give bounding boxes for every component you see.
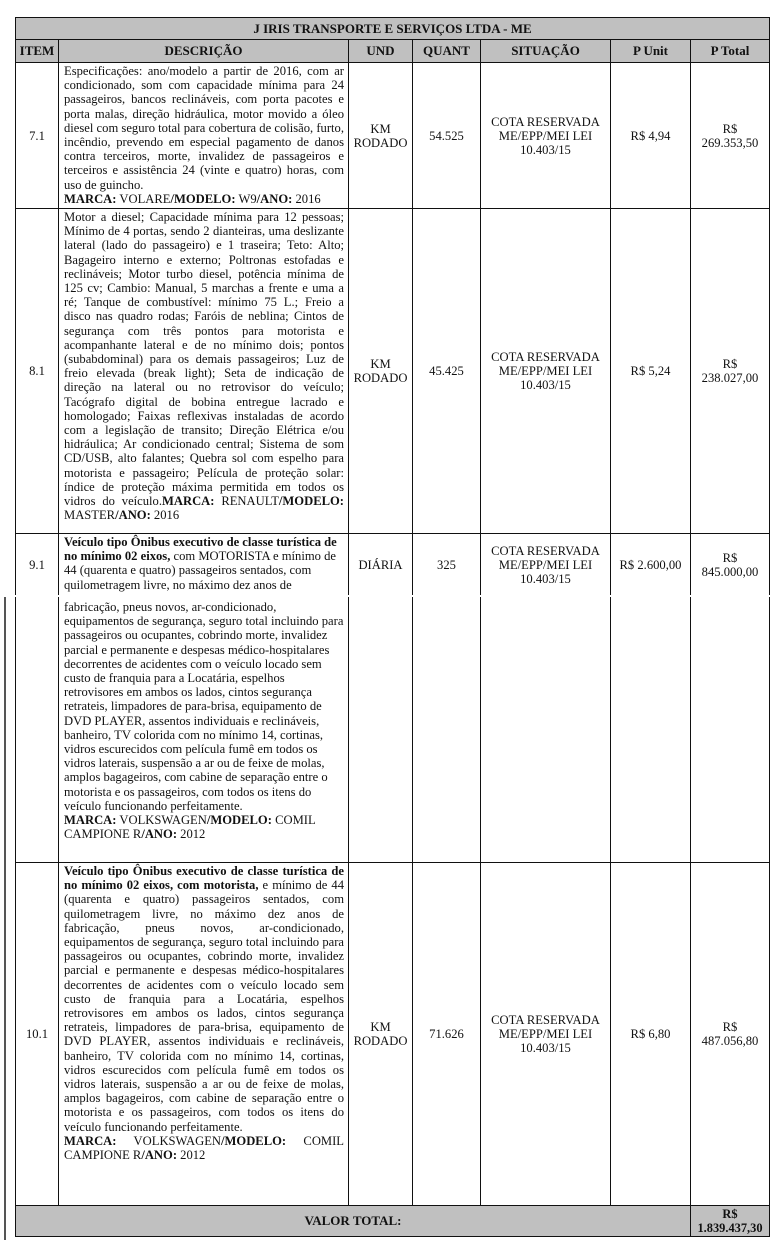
item-number: 9.1 — [15, 534, 58, 595]
table-row-8-1 — [15, 208, 770, 533]
ano-label: /ANO: — [141, 827, 178, 842]
item-number-empty — [15, 597, 58, 862]
situation-line: ME/EPP/MEI LEI — [498, 1027, 593, 1041]
item-quantity: 54.525 — [412, 63, 480, 208]
situation-line: 10.403/15 — [520, 378, 571, 392]
marca-value: VOLARE — [116, 191, 171, 206]
description-bold: Veículo tipo Ônibus executivo de classe turística de no mínimo 02 eixos, com motorista, — [64, 864, 344, 893]
marca-label: MARCA: — [64, 813, 117, 828]
item-description — [58, 534, 348, 595]
item-situation — [480, 534, 610, 595]
header-row — [15, 40, 770, 62]
description-bold: Veículo tipo Ônibus executivo de classe turística de no mínimo 02 eixos, — [64, 535, 337, 564]
situation-line: ME/EPP/MEI LEI — [498, 364, 593, 378]
modelo-value: COMIL CAMPIONE R — [64, 1133, 344, 1163]
item-unit — [348, 863, 412, 1205]
situation-line: COTA RESERVADA — [491, 543, 600, 558]
situation-line: COTA RESERVADA — [491, 350, 600, 364]
situation-line: COTA RESERVADA — [491, 114, 600, 129]
total-amount: 1.839.437,30 — [697, 1221, 763, 1235]
marca-label: MARCA: — [162, 494, 215, 509]
header-item: ITEM — [15, 40, 58, 62]
description-text: Especificações: ano/modelo a partir de 2016, com ar condicionado, som com capacidade mínima para 24 passageiros, bancos reclináveis, com porta pacotes e porta malas, direção hidráulica, motor movido a óleo diesel com seguro total para cobertura de colisão, furto, incêndio, prevendo em especial pagamento de danos contra terceiros, morte, invalidez de passageiros e terceiros e assistência 24 (vinte e quatro) horas, com uso de guincho. — [64, 64, 344, 192]
empty-cell — [610, 597, 690, 862]
ano-value: 2016 — [292, 191, 321, 206]
modelo-value: COMIL CAMPIONE R — [64, 813, 316, 842]
table-row-9-1 — [15, 533, 770, 595]
item-unit-price: R$ 6,80 — [610, 863, 690, 1205]
total-amount: 269.353,50 — [701, 135, 759, 150]
unit-line: KM — [370, 357, 391, 371]
ano-value: 2016 — [150, 508, 180, 523]
total-currency: R$ — [722, 357, 738, 371]
unit-line: RODADO — [353, 135, 408, 150]
unit-line: RODADO — [353, 371, 408, 385]
unit-line: KM — [370, 121, 391, 136]
table-row-9-1-continued — [15, 597, 770, 862]
marca-value: RENAULT — [214, 494, 279, 509]
table-row-10-1 — [15, 862, 770, 1205]
description-text: com MOTORISTA e mínimo de 44 (quarenta e quatro) passageiros sentados, com quilometragem livre, no máximo dez anos de — [64, 549, 336, 592]
item-description — [58, 63, 348, 208]
modelo-label: /MODELO: — [206, 813, 272, 828]
item-description — [58, 209, 348, 533]
item-total-price — [690, 534, 770, 595]
item-total-price — [690, 63, 770, 208]
unit-line: RODADO — [353, 1034, 408, 1048]
total-currency: R$ — [722, 121, 738, 136]
description-text: fabricação, pneus novos, ar-condicionado, equipamentos de segurança, seguro total incluindo para passageiros ou ocupantes, cobrindo morte, invalidez parcial e permanente e despesas médico-hospitalares decorrentes de acidentes com o veículo locado sem custo de franquia para a Locatária, espelhos retrovisores em ambos os lados, cintos segurança retrateis, limpadores de para-brisa, equipamento de DVD PLAYER, assentos individuais e reclináveis, banheiro, TV colorida com no mínimo 14, cortinas, vidros escurecidos com película fumê em todos os vidros laterais, suspensão a ar ou de feixe de molas, amplos bagageiros, com cabine de separação entre o motorista e os passageiros, com todos os itens do veículo funcionando perfeitamente. — [64, 600, 344, 813]
item-description — [58, 863, 348, 1205]
marca-value: VOLKSWAGEN — [116, 1133, 222, 1148]
situation-line: ME/EPP/MEI LEI — [498, 128, 593, 143]
item-unit-price: R$ 2.600,00 — [610, 534, 690, 595]
item-situation — [480, 209, 610, 533]
description-text: Motor a diesel; Capacidade mínima para 12 pessoas; Mínimo de 4 portas, sendo 2 dianteiras, uma deslizante lateral (lado do passageiro) e 1 traseira; Teto: Alto; Bagageiro interno e externo; Poltronas estofadas e reclináveis; Motor turbo diesel, potência mínima de 125 cv; Cambio: Manual, 5 marchas a frente e uma a ré; Tanque de combustível: mínimo 75 L.; Freio a disco nas quadro rodas; Faróis de neblina; Cintos de segurança com três pontos para motorista e acompanhante lateral e de no mínimo dois; pontos (subabdominal) para os demais passageiros; Luz de freio elevada (break light); Seta de indicação de direção na lateral ou no retrovisor do veículo; Tacógrafo digital de bobina entregue lacrado e homologado; Faixas reflexivas instaladas de acordo com a legislação de transito; Direção Elétrica e/ou hidráulica; Ar condicionado central; Sistema de som CD/USB, alto falantes; Quebra sol com espelho para motorista e passageiro; Película de proteção solar: índice de proteção máxima permitida em todos os vidros do veículo. — [64, 210, 344, 509]
item-total-price — [690, 209, 770, 533]
margin-line — [4, 597, 6, 1240]
empty-cell — [412, 597, 480, 862]
total-amount: 845.000,00 — [701, 564, 759, 579]
situation-line: ME/EPP/MEI LEI — [498, 557, 593, 572]
header-situacao: SITUAÇÃO — [480, 40, 610, 62]
header-descricao: DESCRIÇÃO — [58, 40, 348, 62]
marca-label: MARCA: — [64, 1133, 117, 1148]
situation-line: 10.403/15 — [520, 571, 571, 586]
item-description-continued — [58, 597, 348, 862]
item-number: 10.1 — [15, 863, 58, 1205]
header-p-unit: P Unit — [610, 40, 690, 62]
empty-cell — [480, 597, 610, 862]
ano-label: /ANO: — [115, 508, 151, 523]
total-amount: 238.027,00 — [701, 371, 759, 385]
situation-line: 10.403/15 — [520, 1041, 571, 1055]
total-label: VALOR TOTAL: — [15, 1206, 690, 1236]
marca-label: MARCA: — [64, 191, 117, 206]
total-amount: 487.056,80 — [701, 1034, 759, 1048]
marca-value: VOLKSWAGEN — [116, 813, 207, 828]
total-value — [690, 1206, 770, 1236]
modelo-value: MASTER — [64, 508, 116, 523]
item-unit — [348, 209, 412, 533]
modelo-label: /MODELO: — [170, 191, 236, 206]
header-quant: QUANT — [412, 40, 480, 62]
ano-label: /ANO: — [141, 1148, 178, 1163]
ano-value: 2012 — [177, 1148, 206, 1163]
header-p-total: P Total — [690, 40, 770, 62]
item-unit-price: R$ 5,24 — [610, 209, 690, 533]
modelo-label: /MODELO: — [221, 1133, 287, 1148]
total-currency: R$ — [722, 550, 738, 565]
situation-line: 10.403/15 — [520, 142, 571, 157]
page-break-gap — [0, 595, 774, 597]
total-currency: R$ — [722, 1207, 738, 1221]
item-total-price — [690, 863, 770, 1205]
empty-cell — [690, 597, 770, 862]
item-situation — [480, 63, 610, 208]
company-title: J IRIS TRANSPORTE E SERVIÇOS LTDA - ME — [15, 17, 770, 40]
description-text: e mínimo de 44 (quarenta e quatro) passageiros sentados, com quilometragem livre, no máximo dez anos de fabricação, pneus novos, ar-condicionado, equipamentos de segurança, seguro total incluindo para passageiros ou ocupantes, cobrindo morte, invalidez parcial e permanente e despesas médico-hospitalares decorrentes de acidentes com o veículo locado sem custo de franquia para a Locatária, espelhos retrovisores em ambos os lados, cintos segurança retrateis, limpadores de para-brisa, equipamento de DVD PLAYER, assentos individuais e reclináveis, banheiro, TV colorida com no mínimo 14, cortinas, vidros escurecidos com película fumê em todos os vidros laterais, suspensão a ar ou de feixe de molas, amplos bagageiros, com cabine de separação entre o motorista e os passageiros, com todos os itens do veículo funcionando perfeitamente. — [64, 878, 344, 1134]
item-unit: DIÁRIA — [348, 534, 412, 595]
modelo-label: /MODELO: — [278, 494, 344, 509]
situation-line: COTA RESERVADA — [491, 1013, 600, 1027]
item-unit — [348, 63, 412, 208]
header-und: UND — [348, 40, 412, 62]
modelo-value: W9 — [235, 191, 257, 206]
ano-value: 2012 — [177, 827, 206, 842]
item-unit-price: R$ 4,94 — [610, 63, 690, 208]
item-number: 7.1 — [15, 63, 58, 208]
item-situation — [480, 863, 610, 1205]
total-currency: R$ — [722, 1020, 738, 1034]
table-row-7-1 — [15, 62, 770, 208]
item-number: 8.1 — [15, 209, 58, 533]
empty-cell — [348, 597, 412, 862]
item-quantity: 45.425 — [412, 209, 480, 533]
total-row — [15, 1205, 770, 1237]
ano-label: /ANO: — [256, 191, 293, 206]
item-quantity: 71.626 — [412, 863, 480, 1205]
unit-line: KM — [370, 1020, 391, 1034]
item-quantity: 325 — [412, 534, 480, 595]
